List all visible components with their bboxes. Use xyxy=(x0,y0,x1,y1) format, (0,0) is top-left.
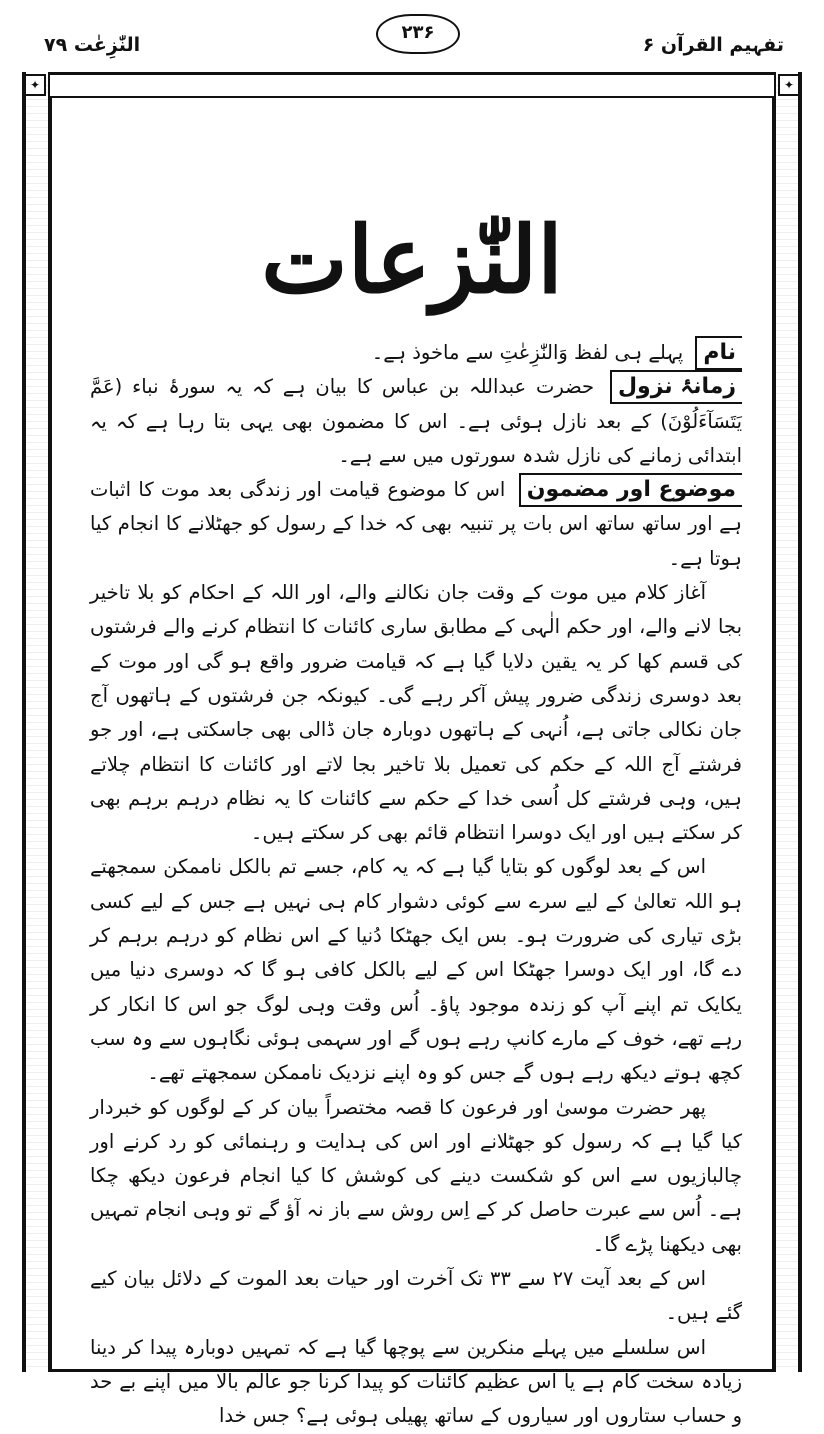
surah-title: النّٰزعات xyxy=(261,206,563,314)
section-text-naam: پہلے ہی لفظ وَالنّٰزِعٰتِ سے ماخوذ ہے۔ xyxy=(371,341,684,364)
paragraph: اس کے بعد لوگوں کو بتایا گیا ہے کہ یہ کام، جسے تم بالکل ناممکن سمجھتے ہو اللہ تعالیٰ کے لیے سرے سے کوئی دشوار کام ہی نہیں ہے جس کے لیے کسی بڑی تیاری کی ضرورت ہو۔ بس ایک جھٹکا دُنیا کے اس نظام کو درہم برہم کر دے گا، اور ایک دوسرا جھٹکا اس کے لیے بالکل کافی ہو گا کہ دوسری دنیا میں یکایک تم اپنے آپ کو زندہ موجود پاؤ۔ اُس وقت وہی لوگ جو اس کا انکار کر رہے تھے، خوف کے مارے کانپ رہے ہوں گے اور سہمی ہوئی نگاہوں سے وہ سب کچھ ہوتے دیکھ رہے ہوں گے جس کو وہ اپنے نزدیک ناممکن سمجھتے تھے۔ xyxy=(90,855,742,1085)
paragraph: پھر حضرت موسیٰ اور فرعون کا قصہ مختصراً بیان کر کے لوگوں کو خبردار کیا گیا ہے کہ رسول کو جھٹلانے اور اس کی ہدایت و رہنمائی کو رد کرنے اور چالبازیوں سے اس کو شکست دینے کی کوشش کا کیا انجام فرعون دیکھ چکا ہے۔ اُس سے عبرت حاصل کر کے اِس روش سے باز نہ آؤ گے تو وہی انجام تمہیں بھی دیکھنا پڑے گا۔ xyxy=(90,1095,742,1256)
section-label-zamana-nuzool: زمانۂ نزول xyxy=(610,370,742,404)
section-text-mauzu: اس کا موضوع قیامت اور زندگی بعد موت کا اثبات ہے اور ساتھ ساتھ اس بات پر تنبیہ بھی کہ خدا کے رسول کو جھٹلانے کا انجام کیا ہوتا ہے۔ xyxy=(90,478,742,570)
section-label-naam: نام xyxy=(695,336,742,370)
paragraph: اس سلسلے میں پہلے منکرین سے پوچھا گیا ہے کہ تمہیں دوبارہ پیدا کر دینا زیادہ سخت کام ہے یا اس عظیم کائنات کو پیدا کرنا جو عالم بالا میں اپنے بے حد و حساب ستاروں اور سیاروں کے ساتھ پھیلی ہوئی ہے؟ جس خدا xyxy=(90,1335,742,1428)
running-header-surah-name: النّٰزِعٰت ۷۹ xyxy=(44,34,141,56)
border-corner-ornament: ✦ xyxy=(778,74,800,96)
section-text-zamana-nuzool: حضرت عبداللہ بن عباس کا بیان ہے کہ یہ سورۂ نباء (عَمَّ یَتَسَآءَلُوْنَ) کے بعد نازل ہوئی ہے۔ اس کا مضمون بھی یہی بتا رہا ہے کہ یہ ابتدائی زمانے کی نازل شدہ سورتوں میں سے ہے۔ xyxy=(90,375,742,467)
paragraph: اس کے بعد آیت ۲۷ سے ۳۳ تک آخرت اور حیات بعد الموت کے دلائل بیان کیے گئے ہیں۔ xyxy=(90,1267,742,1325)
page-number: ۲۳۶ xyxy=(376,14,460,54)
border-corner-ornament: ✦ xyxy=(24,74,46,96)
paragraph: آغاز کلام میں موت کے وقت جان نکالنے والے، اور اللہ کے احکام کو بلا تاخیر بجا لانے والے، اور حکم الٰہی کے مطابق ساری کائنات کا انتظام کرنے والے فرشتوں کی قسم کھا کر یہ یقین دلایا گیا ہے کہ قیامت ضرور واقع ہو گی اور موت کے بعد دوسری زندگی ضرور پیش آکر رہے گی۔ کیونکہ جن فرشتوں کے ہاتھوں آج جان نکالی جاتی ہے، اُنہی کے ہاتھوں دوبارہ جان ڈالی بھی جاسکتی ہے، اور جو فرشتے آج اللہ کے حکم کی تعمیل بلا تاخیر بجا لاتے اور کائنات کا انتظام چلاتے ہیں، وہی فرشتے کل اُسی خدا کے حکم سے کائنات کا یہ نظام درہم برہم بھی کر سکتے ہیں اور ایک دوسرا انتظام قائم بھی کر سکتے ہیں۔ xyxy=(90,581,742,845)
section-zamana-nuzool xyxy=(90,370,742,473)
section-mauzu xyxy=(90,473,742,576)
running-header-book-title: تفہیم القرآن ۶ xyxy=(642,34,784,56)
commentary-body xyxy=(90,336,742,1434)
section-label-mauzu: موضوع اور مضمون xyxy=(519,473,742,507)
section-naam xyxy=(90,336,742,370)
